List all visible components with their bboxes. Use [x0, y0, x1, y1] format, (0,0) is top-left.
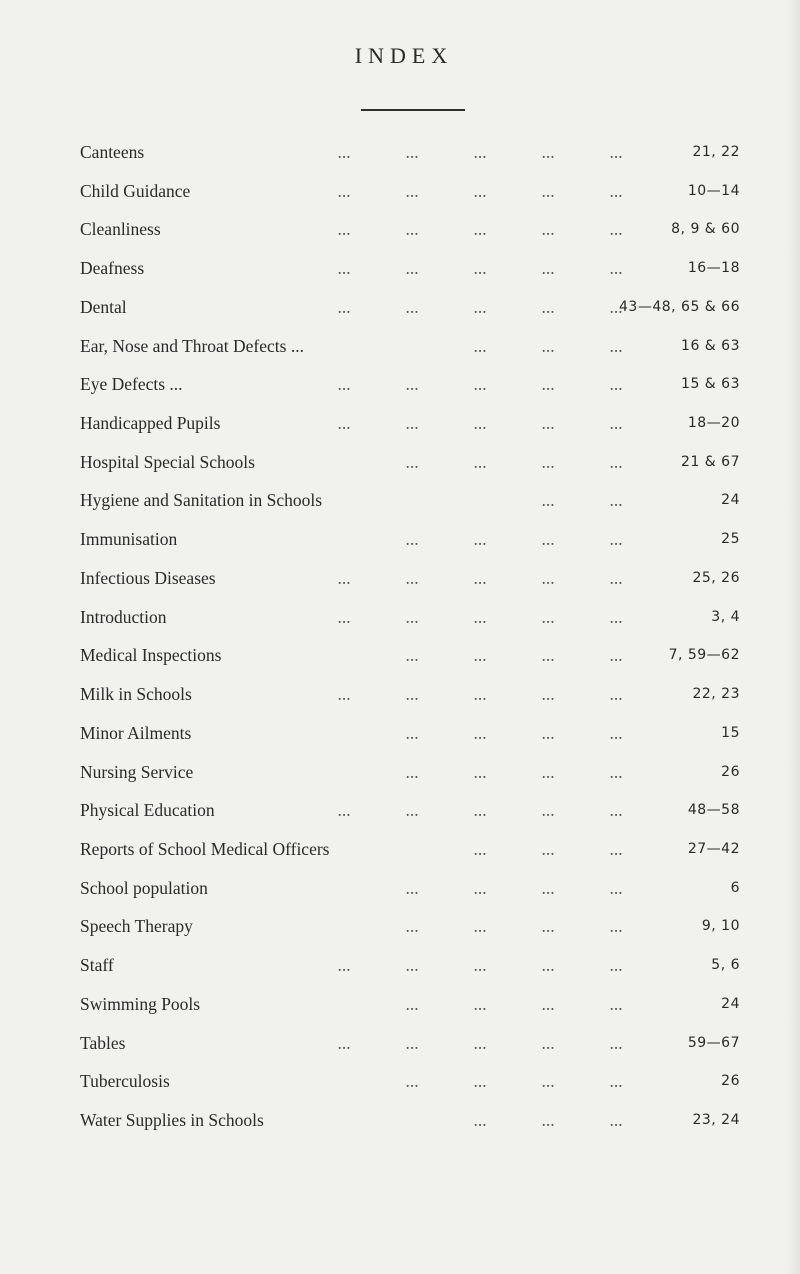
- index-entry: [80, 643, 740, 682]
- index-entry-topic: Staff: [80, 955, 114, 976]
- dot-leader: ...: [473, 800, 487, 821]
- dot-leader: ...: [609, 296, 623, 317]
- dot-leader: ...: [609, 529, 623, 550]
- index-entry-topic: Eye Defects ...: [80, 374, 183, 395]
- index-entry: [80, 295, 740, 334]
- dot-leader: ...: [337, 219, 351, 240]
- dot-leader: ...: [541, 1109, 555, 1130]
- index-entry: [80, 914, 740, 953]
- index-entry: [80, 1108, 740, 1147]
- index-entry-topic: Deafness: [80, 258, 145, 279]
- dot-leader: ...: [337, 258, 351, 279]
- dot-leader: ...: [609, 916, 623, 937]
- index-entry-pages: 5, 6: [711, 957, 740, 974]
- dot-leader: ...: [541, 374, 555, 395]
- dot-leaders: [198, 527, 650, 551]
- dot-leaders: [198, 876, 650, 900]
- dot-leader: ...: [609, 1032, 623, 1053]
- dot-leader: ...: [609, 993, 623, 1014]
- dot-leader: ...: [541, 567, 555, 588]
- dot-leaders: [198, 1031, 650, 1055]
- dot-leaders: [198, 953, 650, 977]
- dot-leader: ...: [609, 567, 623, 588]
- dot-leader: ...: [541, 180, 555, 201]
- dot-leader: ...: [541, 335, 555, 356]
- dot-leader: ...: [609, 258, 623, 279]
- dot-leader: ...: [541, 451, 555, 472]
- index-entry-topic: Ear, Nose and Throat Defects ...: [80, 335, 304, 356]
- dot-leader: ...: [473, 374, 487, 395]
- dot-leader: ...: [609, 1071, 623, 1092]
- index-entry-topic: Water Supplies in Schools: [80, 1109, 264, 1130]
- index-entry: [80, 179, 740, 218]
- index-entry-topic: Cleanliness: [80, 219, 161, 240]
- dot-leaders: [198, 760, 650, 784]
- index-entry-topic: Handicapped Pupils: [80, 413, 221, 434]
- dot-leader: ...: [337, 567, 351, 588]
- dot-leader: ...: [473, 1071, 487, 1092]
- index-entry: [80, 217, 740, 256]
- dot-leader: ...: [337, 800, 351, 821]
- dot-leader: ...: [337, 142, 351, 162]
- index-entry: [80, 411, 740, 450]
- dot-leader: ...: [337, 180, 351, 201]
- dot-leader: ...: [609, 800, 623, 821]
- dot-leader: ...: [609, 955, 623, 976]
- dot-leader: ...: [609, 761, 623, 782]
- dot-leader: ...: [473, 916, 487, 937]
- dot-leaders: [198, 605, 650, 629]
- dot-leaders: [198, 411, 650, 435]
- index-entry: [80, 140, 740, 179]
- index-entry-pages: 21 & 67: [681, 453, 740, 470]
- dot-leader: ...: [473, 567, 487, 588]
- dot-leader: ...: [609, 490, 623, 511]
- index-entry-pages: 9, 10: [701, 918, 740, 935]
- dot-leader: ...: [405, 761, 419, 782]
- dot-leader: ...: [337, 955, 351, 976]
- dot-leader: ...: [541, 645, 555, 666]
- index-entry-pages: 23, 24: [692, 1111, 740, 1128]
- dot-leaders: [198, 837, 650, 861]
- dot-leader: ...: [337, 684, 351, 705]
- dot-leader: ...: [473, 838, 487, 859]
- dot-leaders: [198, 566, 650, 590]
- index-entry: [80, 566, 740, 605]
- dot-leader: ...: [337, 413, 351, 434]
- dot-leader: ...: [473, 219, 487, 240]
- dot-leader: ...: [609, 180, 623, 201]
- index-entry: [80, 334, 740, 373]
- index-entry-pages: 10—14: [687, 182, 740, 199]
- dot-leader: ...: [609, 335, 623, 356]
- dot-leader: ...: [473, 413, 487, 434]
- index-entry-topic: Immunisation: [80, 529, 178, 550]
- dot-leader: ...: [541, 877, 555, 898]
- index-entry-topic: Speech Therapy: [80, 916, 193, 937]
- dot-leader: ...: [405, 1032, 419, 1053]
- dot-leader: ...: [405, 451, 419, 472]
- index-entry: [80, 488, 740, 527]
- dot-leader: ...: [405, 413, 419, 434]
- index-entry: [80, 798, 740, 837]
- page-title: INDEX: [354, 43, 454, 68]
- dot-leaders: [198, 992, 650, 1016]
- dot-leaders: [198, 179, 650, 203]
- index-entry-topic: Canteens: [80, 142, 145, 162]
- dot-leader: ...: [473, 1032, 487, 1053]
- index-entry: [80, 682, 740, 721]
- dot-leader: ...: [609, 142, 623, 162]
- dot-leader: ...: [473, 722, 487, 743]
- index-entry: [80, 372, 740, 411]
- dot-leader: ...: [337, 606, 351, 627]
- index-entry-topic: School population: [80, 877, 208, 898]
- dot-leader: ...: [473, 296, 487, 317]
- index-entry-pages: 25, 26: [692, 569, 740, 586]
- index-entry: [80, 527, 740, 566]
- dot-leader: ...: [609, 413, 623, 434]
- dot-leader: ...: [473, 955, 487, 976]
- index-entry-topic: Dental: [80, 296, 127, 317]
- title-divider: [361, 109, 465, 111]
- index-entry: [80, 760, 740, 799]
- dot-leaders: [198, 334, 650, 358]
- dot-leader: ...: [609, 684, 623, 705]
- index-entry-pages: 27—42: [687, 840, 740, 857]
- dot-leader: ...: [541, 722, 555, 743]
- index-entry-topic: Hygiene and Sanitation in Schools: [80, 490, 323, 511]
- dot-leader: ...: [541, 219, 555, 240]
- dot-leader: ...: [405, 374, 419, 395]
- dot-leader: ...: [541, 684, 555, 705]
- index-entry-topic: Medical Inspections: [80, 645, 222, 666]
- dot-leader: ...: [609, 374, 623, 395]
- dot-leader: ...: [405, 180, 419, 201]
- index-entry-pages: 16—18: [687, 260, 740, 277]
- dot-leader: ...: [609, 877, 623, 898]
- index-entry-pages: 3, 4: [711, 608, 740, 625]
- index-entry-pages: 48—58: [687, 802, 740, 819]
- index-entry-topic: Infectious Diseases: [80, 567, 216, 588]
- dot-leaders: [198, 914, 650, 938]
- dot-leader: ...: [337, 374, 351, 395]
- dot-leader: ...: [473, 684, 487, 705]
- index-entry-topic: Nursing Service: [80, 761, 194, 782]
- dot-leader: ...: [337, 296, 351, 317]
- dot-leader: ...: [405, 993, 419, 1014]
- dot-leaders: [198, 372, 650, 396]
- index-entry-topic: Swimming Pools: [80, 993, 201, 1014]
- dot-leader: ...: [473, 335, 487, 356]
- index-entry-pages: 59—67: [687, 1034, 740, 1051]
- dot-leaders: [198, 256, 650, 280]
- dot-leaders: [198, 140, 650, 164]
- dot-leader: ...: [405, 258, 419, 279]
- dot-leader: ...: [541, 800, 555, 821]
- index-entry-pages: 18—20: [687, 415, 740, 432]
- dot-leader: ...: [473, 645, 487, 666]
- dot-leader: ...: [609, 1109, 623, 1130]
- dot-leader: ...: [473, 529, 487, 550]
- index-entry-topic: Physical Education: [80, 800, 215, 821]
- dot-leader: ...: [541, 993, 555, 1014]
- index-entry-pages: 15 & 63: [681, 376, 740, 393]
- index-entry: [80, 953, 740, 992]
- index-entry-topic: Tables: [80, 1032, 126, 1053]
- dot-leader: ...: [541, 761, 555, 782]
- dot-leader: ...: [405, 916, 419, 937]
- dot-leader: ...: [405, 529, 419, 550]
- index-entry: [80, 1069, 740, 1108]
- dot-leader: ...: [473, 451, 487, 472]
- dot-leader: ...: [541, 916, 555, 937]
- dot-leader: ...: [405, 606, 419, 627]
- dot-leader: ...: [609, 722, 623, 743]
- index-entry-topic: Child Guidance: [80, 180, 191, 201]
- index-entry-topic: Introduction: [80, 606, 167, 627]
- dot-leader: ...: [405, 567, 419, 588]
- dot-leader: ...: [609, 451, 623, 472]
- index-entry: [80, 721, 740, 760]
- index-entry: [80, 992, 740, 1031]
- dot-leader: ...: [541, 955, 555, 976]
- index-entry: [80, 876, 740, 915]
- dot-leader: ...: [473, 258, 487, 279]
- index-entry: [80, 1031, 740, 1070]
- dot-leader: ...: [405, 296, 419, 317]
- index-entry-pages: 7, 59—62: [668, 647, 740, 664]
- dot-leader: ...: [609, 838, 623, 859]
- index-entry-pages: 6: [730, 879, 740, 896]
- dot-leader: ...: [541, 413, 555, 434]
- index-entry-topic: Tuberculosis: [80, 1071, 170, 1092]
- dot-leader: ...: [541, 838, 555, 859]
- dot-leader: ...: [473, 1109, 487, 1130]
- index-entry-pages: 24: [721, 492, 740, 509]
- dot-leader: ...: [541, 296, 555, 317]
- dot-leader: ...: [405, 722, 419, 743]
- index-entry-pages: 15: [721, 724, 740, 741]
- dot-leader: ...: [541, 1071, 555, 1092]
- index-list: [80, 140, 740, 1147]
- dot-leader: ...: [541, 529, 555, 550]
- index-entry-pages: 24: [721, 995, 740, 1012]
- dot-leaders: [198, 1069, 650, 1093]
- dot-leader: ...: [473, 606, 487, 627]
- dot-leader: ...: [473, 993, 487, 1014]
- dot-leaders: [198, 721, 650, 745]
- index-entry-pages: 26: [721, 1073, 740, 1090]
- index-entry-pages: 16 & 63: [681, 337, 740, 354]
- dot-leader: ...: [405, 219, 419, 240]
- dot-leaders: [198, 450, 650, 474]
- dot-leader: ...: [473, 180, 487, 201]
- index-entry-topic: Reports of School Medical Officers: [80, 838, 330, 859]
- dot-leader: ...: [609, 219, 623, 240]
- dot-leaders: [198, 682, 650, 706]
- dot-leaders: [198, 798, 650, 822]
- dot-leader: ...: [473, 877, 487, 898]
- index-entry-pages: 26: [721, 763, 740, 780]
- index-entry-pages: 21, 22: [692, 144, 740, 160]
- index-entry-pages: 8, 9 & 60: [671, 221, 740, 238]
- index-entry: [80, 450, 740, 489]
- dot-leader: ...: [405, 645, 419, 666]
- index-entry: [80, 256, 740, 295]
- dot-leader: ...: [405, 142, 419, 162]
- dot-leader: ...: [337, 1032, 351, 1053]
- dot-leader: ...: [609, 645, 623, 666]
- index-entry-topic: Milk in Schools: [80, 684, 192, 705]
- dot-leader: ...: [405, 800, 419, 821]
- dot-leaders: [198, 643, 650, 667]
- index-entry: [80, 605, 740, 644]
- dot-leader: ...: [405, 684, 419, 705]
- dot-leader: ...: [541, 142, 555, 162]
- dot-leaders: [198, 217, 650, 241]
- page-edge-shadow: [786, 0, 800, 1274]
- dot-leader: ...: [541, 258, 555, 279]
- dot-leader: ...: [541, 1032, 555, 1053]
- dot-leader: ...: [405, 877, 419, 898]
- index-entry-pages: 22, 23: [692, 686, 740, 703]
- dot-leader: ...: [405, 955, 419, 976]
- index-entry: [80, 837, 740, 876]
- dot-leaders: [198, 1108, 650, 1132]
- dot-leader: ...: [405, 1071, 419, 1092]
- dot-leader: ...: [541, 490, 555, 511]
- dot-leader: ...: [609, 606, 623, 627]
- index-entry-topic: Hospital Special Schools: [80, 451, 255, 472]
- dot-leaders: [198, 295, 650, 319]
- index-entry-pages: 25: [721, 531, 740, 548]
- dot-leader: ...: [473, 142, 487, 162]
- dot-leader: ...: [541, 606, 555, 627]
- index-entry-topic: Minor Ailments: [80, 722, 192, 743]
- dot-leader: ...: [473, 761, 487, 782]
- dot-leaders: [198, 488, 650, 512]
- index-entry-pages: 43—48, 65 & 66: [619, 298, 740, 315]
